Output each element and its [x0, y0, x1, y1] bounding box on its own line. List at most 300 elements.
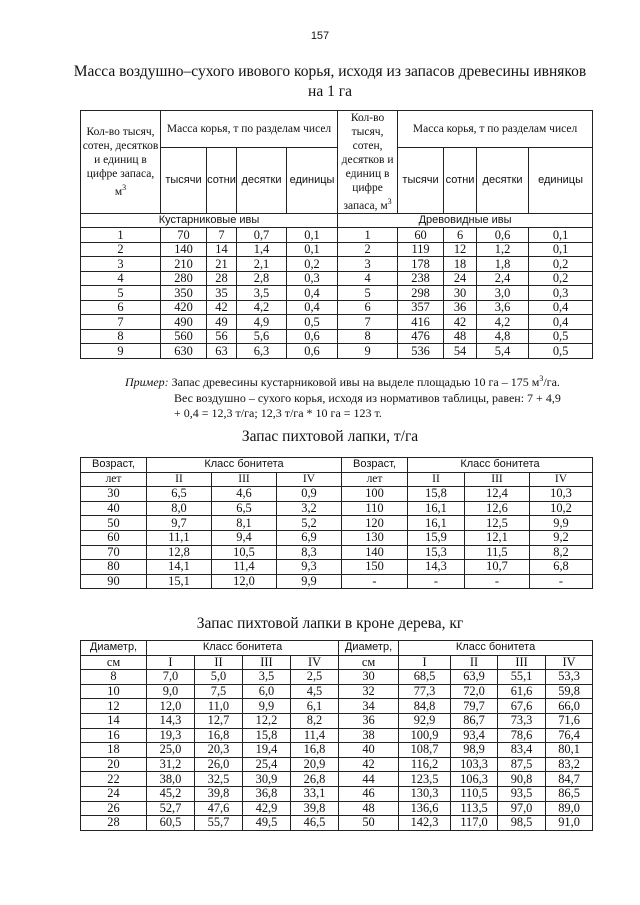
table-cell: 42,9 — [243, 801, 291, 816]
table-row — [81, 545, 593, 560]
table-cell: 6 — [81, 300, 161, 315]
bark-title-line-2: на 1 га — [308, 83, 352, 100]
table-cell: 60 — [398, 228, 444, 243]
table-cell: 6,8 — [530, 560, 593, 575]
table-cell: 2,8 — [237, 271, 287, 286]
table-cell: 84,8 — [399, 699, 451, 714]
table-cell: 100,9 — [399, 728, 451, 743]
table-row — [81, 315, 593, 330]
table-cell: 36 — [339, 713, 399, 728]
table-cell: 10,7 — [465, 560, 530, 575]
table-cell: 100 — [342, 487, 408, 502]
table-cell: 4 — [338, 271, 398, 286]
table-cell: 28 — [81, 816, 147, 831]
table-cell: 136,6 — [399, 801, 451, 816]
table-cell: 113,5 — [451, 801, 498, 816]
table-cell: 40 — [339, 743, 399, 758]
table-row — [81, 487, 593, 502]
table-cell: 12,0 — [212, 574, 277, 589]
table-cell: 12,0 — [147, 699, 195, 714]
table-cell: 93,4 — [451, 728, 498, 743]
table-cell: 2 — [338, 242, 398, 257]
table-row — [81, 501, 593, 516]
table-cell: 55,7 — [195, 816, 243, 831]
table-cell: 0,9 — [277, 487, 342, 502]
fir-class-cell: II — [147, 472, 212, 487]
crown-diam-unit-right: см — [339, 655, 399, 670]
table-cell: 19,3 — [147, 728, 195, 743]
table-cell: 150 — [342, 560, 408, 575]
table-cell: 6,5 — [147, 487, 212, 502]
crown-diam-unit-left: см — [81, 655, 147, 670]
table-row — [81, 286, 593, 301]
crown-class-cell: III — [498, 655, 546, 670]
table-cell: 25,4 — [243, 757, 291, 772]
table-cell: 77,3 — [399, 684, 451, 699]
table-cell: 11,0 — [195, 699, 243, 714]
table-row — [81, 344, 593, 359]
table-cell: 10,3 — [530, 487, 593, 502]
table-cell: 11,4 — [212, 560, 277, 575]
table-cell: 130 — [342, 530, 408, 545]
table-cell: 86,7 — [451, 713, 498, 728]
table-cell: 7,5 — [195, 684, 243, 699]
table-cell: 44 — [339, 772, 399, 787]
table-cell: 78,6 — [498, 728, 546, 743]
bark-table-body — [81, 228, 593, 359]
table-row — [81, 684, 593, 699]
table-cell: 91,0 — [546, 816, 593, 831]
table-cell: 20,3 — [195, 743, 243, 758]
crown-bonitet-header-left: Класс бонитета — [147, 641, 339, 656]
table-cell: 34 — [339, 699, 399, 714]
table-row — [81, 801, 593, 816]
table-cell: 5,6 — [237, 329, 287, 344]
table-cell: 24 — [444, 271, 477, 286]
table-row — [81, 257, 593, 272]
table-cell: 14 — [207, 242, 237, 257]
table-cell: 0,7 — [237, 228, 287, 243]
table-cell: 12,5 — [465, 516, 530, 531]
table-cell: 8,2 — [291, 713, 339, 728]
table-cell: 119 — [398, 242, 444, 257]
table-cell: 24 — [81, 786, 147, 801]
table-cell: 42 — [339, 757, 399, 772]
bark-subheader-cell: десятки — [237, 147, 287, 213]
table-cell: 55,1 — [498, 670, 546, 685]
crown-class-cell: II — [451, 655, 498, 670]
table-cell: 8,2 — [530, 545, 593, 560]
table-cell: 2,1 — [237, 257, 287, 272]
table-cell: 108,7 — [399, 743, 451, 758]
table-cell: 42 — [207, 300, 237, 315]
table-cell: 76,4 — [546, 728, 593, 743]
table-cell: 80 — [81, 560, 147, 575]
table-cell: 11,4 — [291, 728, 339, 743]
table-cell: 6,1 — [291, 699, 339, 714]
table-cell: 9,9 — [243, 699, 291, 714]
table-cell: 98,5 — [498, 816, 546, 831]
table-cell: 3,6 — [477, 300, 529, 315]
table-cell: 1 — [338, 228, 398, 243]
table-cell: 9 — [338, 344, 398, 359]
table-cell: 45,2 — [147, 786, 195, 801]
table-cell: 10,2 — [530, 501, 593, 516]
table-cell: 420 — [161, 300, 207, 315]
table-cell: 90,8 — [498, 772, 546, 787]
table-cell: 3,5 — [243, 670, 291, 685]
table-cell: 9 — [81, 344, 161, 359]
table-cell: 8,0 — [147, 501, 212, 516]
fir-table-body — [81, 487, 593, 589]
table-cell: 4,8 — [477, 329, 529, 344]
table-cell: 46,5 — [291, 816, 339, 831]
table-row — [81, 329, 593, 344]
bark-title-line-1: Масса воздушно–сухого ивового корья, исходя из запасов древесины ивняков — [73, 63, 587, 80]
table-cell: 52,7 — [147, 801, 195, 816]
table-cell: 63 — [207, 344, 237, 359]
example-note: Пример: Запас древесины кустарниковой ивы на выделе площадью 10 га – 175 $м^3/га$. Вес воздушно – сухого корья, исходя из нормативов таблицы, равен: 7 + 4,9 + 0,4 = 12,3 т/га; 12,3 т/га * 10 га = 123 т. — [125, 371, 605, 422]
table-cell: 30 — [81, 487, 147, 502]
table-cell: 14,1 — [147, 560, 212, 575]
crown-class-cell: IV — [546, 655, 593, 670]
table-cell: 40 — [81, 501, 147, 516]
table-cell: 30,9 — [243, 772, 291, 787]
table-cell: 86,5 — [546, 786, 593, 801]
fir-age-header-right: Возраст, — [342, 458, 408, 473]
table-cell: 35 — [207, 286, 237, 301]
table-cell: 18 — [444, 257, 477, 272]
table-cell: 0,1 — [529, 228, 593, 243]
table-cell: 31,2 — [147, 757, 195, 772]
table-cell: 14,3 — [147, 713, 195, 728]
table-cell: 1,4 — [237, 242, 287, 257]
table-cell: 140 — [161, 242, 207, 257]
table-row — [81, 560, 593, 575]
table-cell: 6,0 — [243, 684, 291, 699]
table-cell: 11,1 — [147, 530, 212, 545]
fir-table-title: Запас пихтовой лапки, т/га — [241, 428, 419, 445]
fir-class-cell: III — [465, 472, 530, 487]
table-cell: 15,9 — [408, 530, 465, 545]
table-row — [81, 757, 593, 772]
bark-subheader-cell: десятки — [477, 147, 529, 213]
table-row — [81, 786, 593, 801]
table-cell: 0,3 — [529, 286, 593, 301]
table-cell: 14,3 — [408, 560, 465, 575]
table-cell: 9,7 — [147, 516, 212, 531]
example-label: Пример: — [125, 375, 169, 389]
table-cell: 8 — [81, 329, 161, 344]
table-cell: 1,8 — [477, 257, 529, 272]
table-cell: 103,3 — [451, 757, 498, 772]
table-cell: 7 — [81, 315, 161, 330]
table-cell: 46 — [339, 786, 399, 801]
table-cell: 7,0 — [147, 670, 195, 685]
table-cell: 38 — [339, 728, 399, 743]
table-cell: 5,0 — [195, 670, 243, 685]
table-cell: 9,0 — [147, 684, 195, 699]
bark-mass-table — [80, 110, 593, 359]
crown-class-row — [81, 655, 593, 670]
table-cell: 9,3 — [277, 560, 342, 575]
fir-class-row — [81, 472, 593, 487]
table-cell: 0,4 — [529, 300, 593, 315]
table-cell: 87,5 — [498, 757, 546, 772]
table-cell: 0,3 — [287, 271, 338, 286]
table-cell: 4 — [81, 271, 161, 286]
fir-age-unit-left: лет — [81, 472, 147, 487]
crown-class-cell: II — [195, 655, 243, 670]
table-row — [81, 516, 593, 531]
table-cell: 6 — [338, 300, 398, 315]
table-cell: 50 — [81, 516, 147, 531]
table-row — [81, 772, 593, 787]
table-cell: 93,5 — [498, 786, 546, 801]
table-cell: 210 — [161, 257, 207, 272]
table-cell: 30 — [339, 670, 399, 685]
bark-mass-header-right: Масса корья, т по разделам чисел — [398, 111, 593, 148]
table-cell: 12,4 — [465, 487, 530, 502]
table-cell: 0,1 — [287, 242, 338, 257]
table-cell: 60,5 — [147, 816, 195, 831]
table-cell: 61,6 — [498, 684, 546, 699]
table-cell: 6,9 — [277, 530, 342, 545]
fir-class-cell: IV — [530, 472, 593, 487]
table-row — [81, 530, 593, 545]
table-cell: 12 — [81, 699, 147, 714]
bark-section-tree: Древовидные ивы — [338, 213, 593, 228]
table-cell: 140 — [342, 545, 408, 560]
table-cell: 25,0 — [147, 743, 195, 758]
table-cell: 32,5 — [195, 772, 243, 787]
table-cell: 106,3 — [451, 772, 498, 787]
bark-subheader-cell: единицы — [287, 147, 338, 213]
table-cell: 68,5 — [399, 670, 451, 685]
table-cell: 8 — [338, 329, 398, 344]
table-cell: 48 — [444, 329, 477, 344]
table-cell: 20 — [81, 757, 147, 772]
table-cell: 70 — [161, 228, 207, 243]
table-cell: 142,3 — [399, 816, 451, 831]
table-cell: 42 — [444, 315, 477, 330]
table-cell: 36,8 — [243, 786, 291, 801]
table-cell: 1 — [81, 228, 161, 243]
table-cell: 3 — [81, 257, 161, 272]
table-cell: 16 — [81, 728, 147, 743]
table-row — [81, 670, 593, 685]
table-cell: 4,2 — [477, 315, 529, 330]
table-cell: 116,2 — [399, 757, 451, 772]
bark-subheader-cell: единицы — [529, 147, 593, 213]
table-cell: 97,0 — [498, 801, 546, 816]
crown-table-title: Запас пихтовой лапки в кроне дерева, кг — [196, 615, 464, 632]
table-row — [81, 699, 593, 714]
table-cell: 9,2 — [530, 530, 593, 545]
example-line-3: + 0,4 = 12,3 т/га; 12,3 т/га * 10 га = 123 т. — [174, 406, 382, 420]
table-cell: 56 — [207, 329, 237, 344]
table-cell: 0,1 — [287, 228, 338, 243]
table-cell: 630 — [161, 344, 207, 359]
table-cell: 36 — [444, 300, 477, 315]
table-cell: 490 — [161, 315, 207, 330]
table-cell: 1,2 — [477, 242, 529, 257]
table-cell: 15,8 — [408, 487, 465, 502]
fir-class-cell: III — [212, 472, 277, 487]
table-cell: 16,1 — [408, 501, 465, 516]
table-cell: 28 — [207, 271, 237, 286]
table-cell: 70 — [81, 545, 147, 560]
table-cell: 15,1 — [147, 574, 212, 589]
table-cell: 66,0 — [546, 699, 593, 714]
table-cell: 49,5 — [243, 816, 291, 831]
table-cell: 2 — [81, 242, 161, 257]
fir-age-unit-right: лет — [342, 472, 408, 487]
table-cell: 0,4 — [287, 286, 338, 301]
table-cell: 83,2 — [546, 757, 593, 772]
crown-bonitet-header-right: Класс бонитета — [399, 641, 593, 656]
table-cell: 12,6 — [465, 501, 530, 516]
table-cell: 80,1 — [546, 743, 593, 758]
table-cell: 19,4 — [243, 743, 291, 758]
table-cell: 71,6 — [546, 713, 593, 728]
table-cell: 0,2 — [529, 257, 593, 272]
table-cell: 110 — [342, 501, 408, 516]
bark-col-header-left: Кол-во тысяч, сотен, десятков и единиц в цифре запаса, $м^3$ — [81, 111, 161, 214]
example-line-1: Запас древесины кустарниковой ивы на выделе площадью 10 га – 175 м — [171, 375, 540, 389]
table-cell: 280 — [161, 271, 207, 286]
table-row — [81, 743, 593, 758]
table-cell: 18 — [81, 743, 147, 758]
table-cell: 12,7 — [195, 713, 243, 728]
table-cell: 26 — [81, 801, 147, 816]
table-cell: 39,8 — [291, 801, 339, 816]
table-row — [81, 816, 593, 831]
fir-class-cell: IV — [277, 472, 342, 487]
table-cell: 53,3 — [546, 670, 593, 685]
table-cell: 30 — [444, 286, 477, 301]
table-cell: - — [465, 574, 530, 589]
table-cell: 22 — [81, 772, 147, 787]
table-row — [81, 300, 593, 315]
table-cell: 0,6 — [477, 228, 529, 243]
table-cell: 123,5 — [399, 772, 451, 787]
table-cell: 298 — [398, 286, 444, 301]
table-cell: 14 — [81, 713, 147, 728]
table-cell: 50 — [339, 816, 399, 831]
table-row — [81, 242, 593, 257]
table-cell: 3,5 — [237, 286, 287, 301]
table-cell: 6,3 — [237, 344, 287, 359]
table-cell: 130,3 — [399, 786, 451, 801]
table-cell: 83,4 — [498, 743, 546, 758]
crown-table-body — [81, 670, 593, 831]
table-cell: 16,8 — [291, 743, 339, 758]
table-row — [81, 728, 593, 743]
table-cell: 8,3 — [277, 545, 342, 560]
table-cell: 476 — [398, 329, 444, 344]
table-cell: 4,2 — [237, 300, 287, 315]
example-line-2: Вес воздушно – сухого корья, исходя из нормативов таблицы, равен: 7 + 4,9 — [174, 390, 561, 405]
table-cell: 560 — [161, 329, 207, 344]
fir-age-header-left: Возраст, — [81, 458, 147, 473]
fir-bonitet-header-right: Класс бонитета — [408, 458, 593, 473]
table-cell: 0,6 — [287, 344, 338, 359]
table-cell: 7 — [338, 315, 398, 330]
table-cell: 32 — [339, 684, 399, 699]
table-cell: 16,1 — [408, 516, 465, 531]
table-row — [81, 228, 593, 243]
table-cell: 20,9 — [291, 757, 339, 772]
crown-stock-table — [80, 640, 593, 831]
fir-bonitet-header-left: Класс бонитета — [147, 458, 342, 473]
table-cell: 5,2 — [277, 516, 342, 531]
bark-section-shrub: Кустарниковые ивы — [81, 213, 338, 228]
table-cell: 178 — [398, 257, 444, 272]
table-cell: 357 — [398, 300, 444, 315]
table-cell: 0,5 — [529, 344, 593, 359]
table-cell: 59,8 — [546, 684, 593, 699]
table-cell: 117,0 — [451, 816, 498, 831]
table-cell: 4,5 — [291, 684, 339, 699]
table-cell: 0,2 — [287, 257, 338, 272]
table-row — [81, 574, 593, 589]
table-cell: 10 — [81, 684, 147, 699]
table-cell: 15,8 — [243, 728, 291, 743]
table-cell: 3,0 — [477, 286, 529, 301]
table-cell: 8,1 — [212, 516, 277, 531]
table-cell: 2,4 — [477, 271, 529, 286]
table-cell: 54 — [444, 344, 477, 359]
bark-subheader-cell: сотни — [444, 147, 477, 213]
table-cell: 90 — [81, 574, 147, 589]
table-cell: 0,5 — [287, 315, 338, 330]
table-cell: 60 — [81, 530, 147, 545]
table-cell: 72,0 — [451, 684, 498, 699]
fir-class-cell: II — [408, 472, 465, 487]
table-cell: - — [530, 574, 593, 589]
crown-class-cell: III — [243, 655, 291, 670]
table-cell: 21 — [207, 257, 237, 272]
table-cell: 0,4 — [529, 315, 593, 330]
table-cell: 33,1 — [291, 786, 339, 801]
crown-class-cell: I — [399, 655, 451, 670]
table-cell: 7 — [207, 228, 237, 243]
table-cell: 84,7 — [546, 772, 593, 787]
table-cell: 4,6 — [212, 487, 277, 502]
table-row — [81, 271, 593, 286]
bark-subheader-cell: сотни — [207, 147, 237, 213]
table-cell: 26,8 — [291, 772, 339, 787]
table-cell: 49 — [207, 315, 237, 330]
table-cell: 48 — [339, 801, 399, 816]
table-cell: - — [408, 574, 465, 589]
table-cell: 79,7 — [451, 699, 498, 714]
table-cell: 9,4 — [212, 530, 277, 545]
table-cell: 73,3 — [498, 713, 546, 728]
table-cell: 6 — [444, 228, 477, 243]
table-row — [81, 713, 593, 728]
page-number: 157 — [310, 30, 330, 42]
bark-col-header-right: Кол-во тысяч, сотен, десятков и единиц в цифре запаса, $м^3$ — [338, 111, 398, 214]
table-cell: 3 — [338, 257, 398, 272]
table-cell: 0,2 — [529, 271, 593, 286]
table-cell: 350 — [161, 286, 207, 301]
table-cell: 12,2 — [243, 713, 291, 728]
table-cell: 12 — [444, 242, 477, 257]
table-cell: 11,5 — [465, 545, 530, 560]
bark-subheader-cell: тысячи — [161, 147, 207, 213]
